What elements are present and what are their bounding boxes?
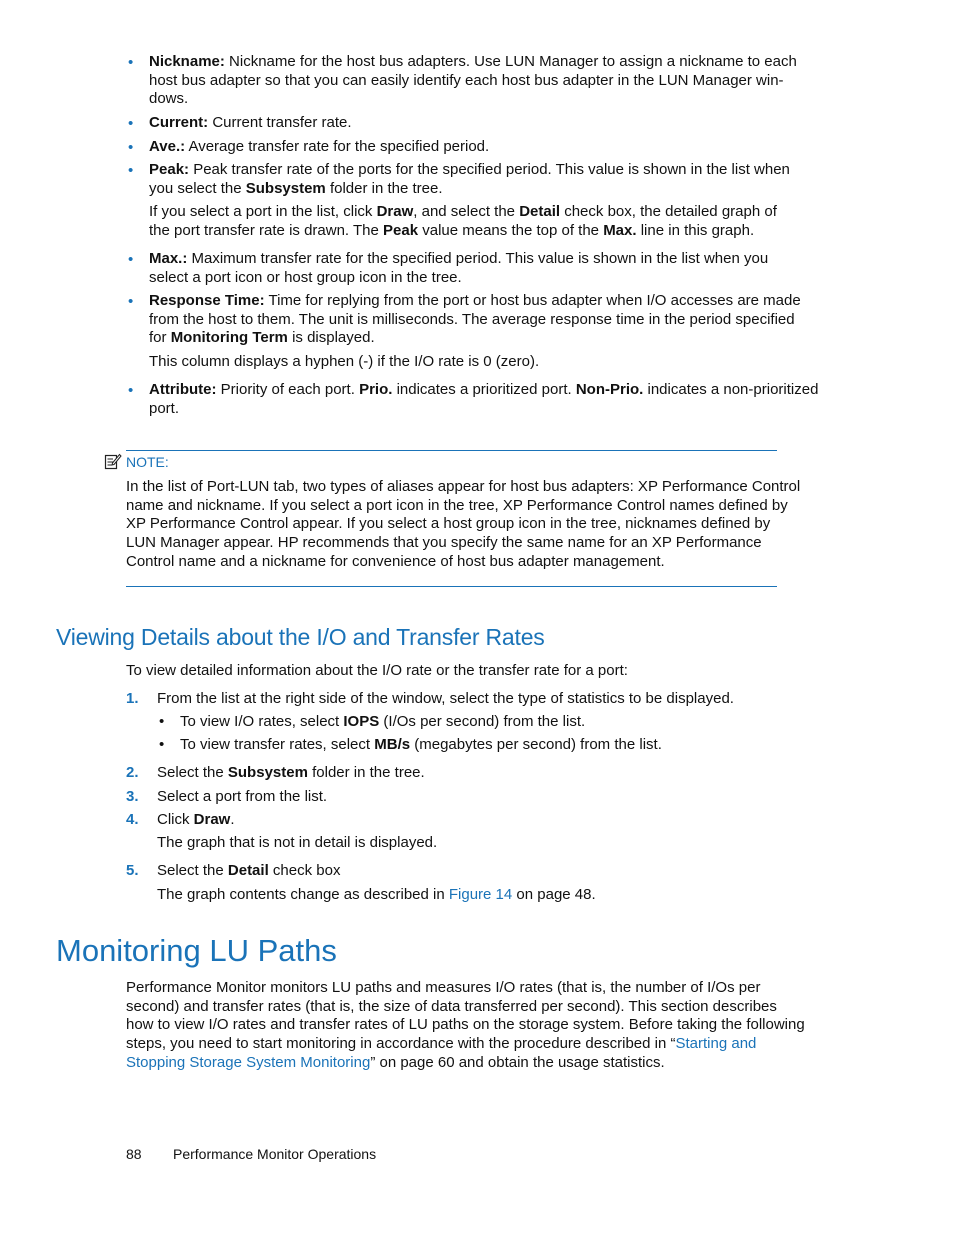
term: Response Time: [149, 292, 265, 309]
bullet-dot: • [128, 54, 134, 71]
text: check box, the detailed graph of [560, 203, 777, 220]
text: folder in the tree. [307, 764, 425, 781]
text: Time for replying from the port or host bus adapter when I/O accesses are made [264, 292, 801, 309]
chapter-intro [126, 979, 805, 1072]
section-link[interactable]: Starting and [675, 1035, 757, 1053]
ui-term: Peak [383, 221, 419, 239]
sub-bullet-dot: • [159, 736, 165, 753]
text-line: Performance Monitor monitors LU paths and measures I/O rates (that is, the number of I/Os per [126, 979, 761, 996]
text: select a port icon or host group icon in the tree. [149, 268, 462, 286]
ui-term: Subsystem [245, 179, 326, 197]
note-line: LUN Manager appear. HP recommends that you specify the same name for an XP Performance [126, 534, 762, 552]
text: folder in the tree. [325, 179, 443, 197]
page-number: 88 [126, 1146, 142, 1162]
step-result: The graph that is not in detail is displayed. [157, 834, 438, 851]
list-item-max [149, 250, 809, 287]
text: To view transfer rates, select [180, 736, 375, 753]
text: (megabytes per second) from the list. [410, 736, 662, 753]
text: you select the [149, 179, 246, 197]
bullet-dot: • [128, 115, 134, 132]
list-item-ave [149, 138, 809, 157]
figure-link[interactable]: Figure 14 [448, 886, 513, 903]
note-line: XP Performance Control appear. If you select a host group icon in the tree, nicknames defined by [126, 515, 771, 533]
note-line: name and nickname. If you select a port icon in the tree, XP Performance Control names defined by [126, 496, 788, 514]
list-item-attribute [149, 381, 819, 418]
text: host bus adapter so that you can easily identify each host bus adapter in the LUN Manager win- [149, 71, 784, 89]
text: the port transfer rate is drawn. The [149, 221, 384, 239]
note-icon [104, 452, 122, 470]
note-bottom-rule [126, 586, 777, 587]
text: on page 48. [512, 886, 596, 903]
step-number: 2. [126, 764, 139, 781]
ui-term: Detail [227, 862, 269, 879]
text: Nickname for the host bus adapters. Use LUN Manager to assign a nickname to each [224, 53, 797, 70]
note-label: NOTE: [126, 454, 169, 470]
term: Peak: [149, 161, 190, 178]
section-heading: Viewing Details about the I/O and Transfer Rates [56, 624, 545, 650]
bullet-dot: • [128, 139, 134, 156]
bullet-dot: • [128, 251, 134, 268]
section-link[interactable]: Stopping Storage System Monitoring [126, 1053, 371, 1071]
peak-detail-paragraph [149, 203, 809, 240]
sub-step [180, 735, 662, 754]
text: for [149, 329, 171, 347]
chapter-heading: Monitoring LU Paths [56, 933, 337, 968]
term: Current: [149, 114, 209, 131]
text: indicates a prioritized port. [392, 381, 576, 398]
note-line: Control name and a nickname for convenience of host bus adapter management. [126, 552, 665, 570]
text: Priority of each port. [216, 381, 360, 398]
footer-title: Performance Monitor Operations [173, 1146, 377, 1162]
list-item-response-time [149, 292, 809, 348]
ui-term: Monitoring Term [170, 329, 288, 347]
ui-term: Subsystem [227, 764, 308, 781]
bullet-dot: • [128, 293, 134, 310]
list-item-nickname [149, 53, 809, 109]
term: Nickname: [149, 53, 225, 70]
text: The graph contents change as described in [157, 886, 449, 903]
step-text [157, 861, 340, 880]
step-text: Select a port from the list. [157, 788, 328, 805]
step-number: 3. [126, 788, 139, 805]
term: Attribute: [149, 381, 217, 398]
note-line: In the list of Port-LUN tab, two types of aliases appear for host bus adapters: XP Performance Control [126, 478, 801, 495]
text: . [230, 811, 235, 828]
text: dows. [149, 90, 189, 108]
bullet-dot: • [128, 382, 134, 399]
text: steps, you need to start monitoring in accordance with the procedure described in “ [126, 1035, 676, 1053]
ui-term: Max. [603, 221, 637, 239]
step-result [157, 885, 596, 904]
ui-term: Prio. [359, 381, 393, 398]
text-line: second) and transfer rates (that is, the size of data transferred per second). This section describes [126, 997, 777, 1015]
note-top-rule [126, 450, 777, 451]
bullet-dot: • [128, 162, 134, 179]
text: To view I/O rates, select [180, 713, 344, 730]
text: , and select the [413, 203, 520, 220]
text: Select the [157, 764, 228, 781]
list-item-current [149, 114, 809, 133]
ui-term: Detail [519, 203, 561, 220]
step-text: From the list at the right side of the window, select the type of statistics to be displayed. [157, 690, 734, 707]
ui-term: MB/s [374, 736, 411, 753]
text: Maximum transfer rate for the specified period. This value is shown in the list when you [187, 250, 769, 267]
text: line in this graph. [636, 221, 755, 239]
step-text [157, 810, 235, 829]
text: ” on page 60 and obtain the usage statistics. [370, 1053, 665, 1071]
text: from the host to them. The unit is milliseconds. The average response time in the period specified [149, 310, 795, 328]
term: Max.: [149, 250, 188, 267]
text: Peak transfer rate of the ports for the specified period. This value is shown in the list when [189, 161, 790, 178]
note-body [126, 478, 800, 571]
section-intro: To view detailed information about the I/O rate or the transfer rate for a port: [126, 662, 628, 679]
text: Click [157, 811, 194, 828]
text: value means the top of the [418, 221, 604, 239]
text: Select the [157, 862, 228, 879]
text: check box [268, 862, 341, 879]
sub-bullet-dot: • [159, 713, 165, 730]
step-number: 5. [126, 862, 139, 879]
sub-step [180, 712, 585, 731]
ui-term: Non-Prio. [575, 381, 644, 398]
ui-term: IOPS [343, 713, 380, 730]
text: Current transfer rate. [208, 114, 352, 131]
step-number: 4. [126, 811, 139, 828]
text: is displayed. [287, 329, 375, 347]
step-number: 1. [126, 690, 139, 707]
text: (I/Os per second) from the list. [379, 713, 586, 730]
text-line: how to view I/O rates and transfer rates of LU paths on the storage system. Before taking the following [126, 1016, 805, 1034]
ui-term: Draw [193, 811, 231, 828]
step-text [157, 763, 425, 782]
text: This column displays a hyphen (-) if the I/O rate is 0 (zero). [149, 353, 540, 370]
text: indicates a non-prioritized [643, 381, 819, 398]
text: port. [149, 399, 180, 417]
response-hyphen-paragraph [149, 353, 809, 372]
term: Ave.: [149, 138, 186, 155]
list-item-peak [149, 161, 809, 198]
ui-term: Draw [376, 203, 414, 220]
text: If you select a port in the list, click [149, 203, 377, 220]
text: Average transfer rate for the specified period. [185, 138, 490, 155]
